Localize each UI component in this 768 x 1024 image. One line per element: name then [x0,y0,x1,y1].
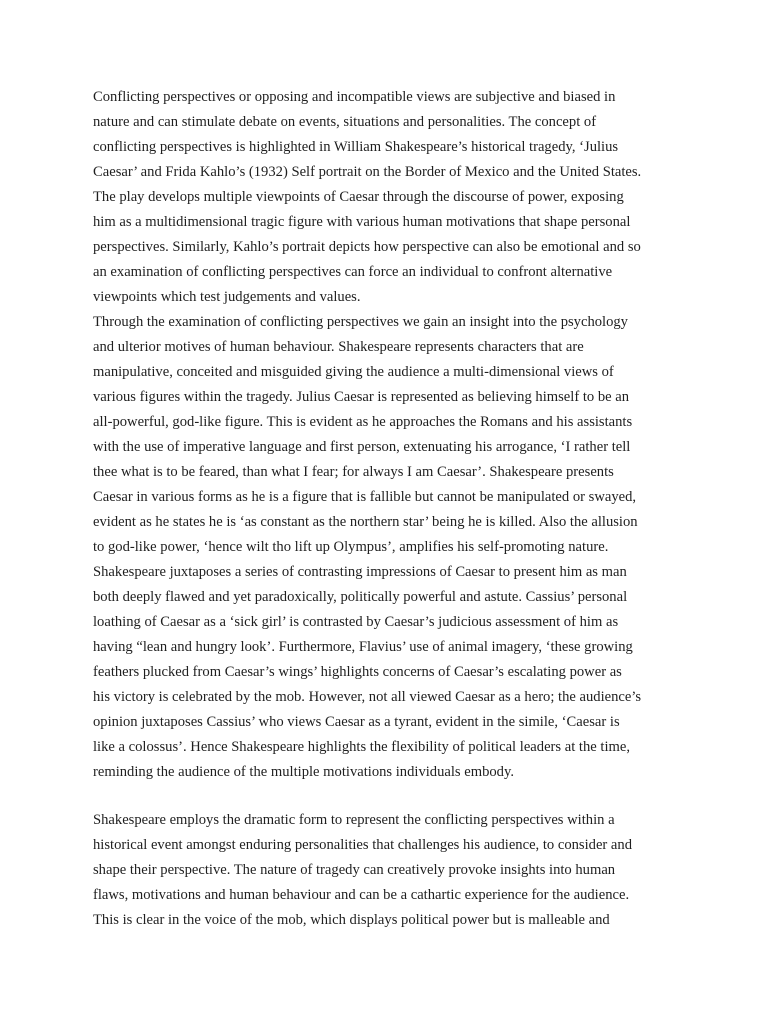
text-line: Through the examination of conflicting perspectives we gain an insight into the psychology [93,314,628,330]
text-line: viewpoints which test judgements and values. [93,289,361,305]
text-line: having “lean and hungry look’. Furthermore, Flavius’ use of animal imagery, ‘these growing [93,639,633,655]
text-line: like a colossus’. Hence Shakespeare highlights the flexibility of political leaders at the time, [93,739,630,755]
text-line: conflicting perspectives is highlighted in William Shakespeare’s historical tragedy, ‘Julius [93,139,619,155]
text-line: nature and can stimulate debate on events, situations and personalities. The concept of [93,114,597,130]
text-line: feathers plucked from Caesar’s wings’ highlights concerns of Caesar’s escalating power as [93,664,622,680]
text-line: thee what is to be feared, than what I fear; for always I am Caesar’. Shakespeare presents [93,464,614,480]
text-line: both deeply flawed and yet paradoxically, politically powerful and astute. Cassius’ personal [93,589,628,605]
text-line: an examination of conflicting perspectives can force an individual to confront alternative [93,264,613,280]
text-line: perspectives. Similarly, Kahlo’s portrait depicts how perspective can also be emotional and so [93,239,641,255]
text-line: loathing of Caesar as a ‘sick girl’ is contrasted by Caesar’s judicious assessment of him as [93,614,619,630]
text-line: The play develops multiple viewpoints of Caesar through the discourse of power, exposing [93,189,624,205]
text-line: evident as he states he is ‘as constant as the northern star’ being he is killed. Also the allusion [93,514,638,530]
text-line: and ulterior motives of human behaviour. Shakespeare represents characters that are [93,339,584,355]
text-line: opinion juxtaposes Cassius’ who views Caesar as a tyrant, evident in the simile, ‘Caesar is [93,714,620,730]
paragraph [93,808,683,933]
text-line: his victory is celebrated by the mob. However, not all viewed Caesar as a hero; the audience’s [93,689,642,705]
text-line: him as a multidimensional tragic figure with various human motivations that shape personal [93,214,631,230]
paragraph [93,310,683,785]
text-line: shape their perspective. The nature of tragedy can creatively provoke insights into human [93,862,616,878]
text-line: various figures within the tragedy. Julius Caesar is represented as believing himself to be an [93,389,630,405]
text-line: Caesar in various forms as he is a figure that is fallible but cannot be manipulated or swayed, [93,489,637,505]
text-line: flaws, motivations and human behaviour and can be a cathartic experience for the audience. [93,887,630,903]
text-line: manipulative, conceited and misguided giving the audience a multi-dimensional views of [93,364,614,380]
text-line: to god-like power, ‘hence wilt tho lift up Olympus’, amplifies his self-promoting nature. [93,539,609,555]
text-line: Conflicting perspectives or opposing and incompatible views are subjective and biased in [93,89,616,105]
text-line: Caesar’ and Frida Kahlo’s (1932) Self portrait on the Border of Mexico and the United States. [93,164,642,180]
text-line: with the use of imperative language and first person, extenuating his arrogance, ‘I rather tell [93,439,631,455]
text-line: reminding the audience of the multiple motivations individuals embody. [93,764,514,780]
paragraph [93,85,683,310]
text-line: all-powerful, god-like figure. This is evident as he approaches the Romans and his assistants [93,414,633,430]
text-line: Shakespeare employs the dramatic form to represent the conflicting perspectives within a [93,812,615,828]
text-line: historical event amongst enduring personalities that challenges his audience, to consider and [93,837,632,853]
text-line: This is clear in the voice of the mob, which displays political power but is malleable and [93,912,610,928]
text-line: Shakespeare juxtaposes a series of contrasting impressions of Caesar to present him as man [93,564,627,580]
